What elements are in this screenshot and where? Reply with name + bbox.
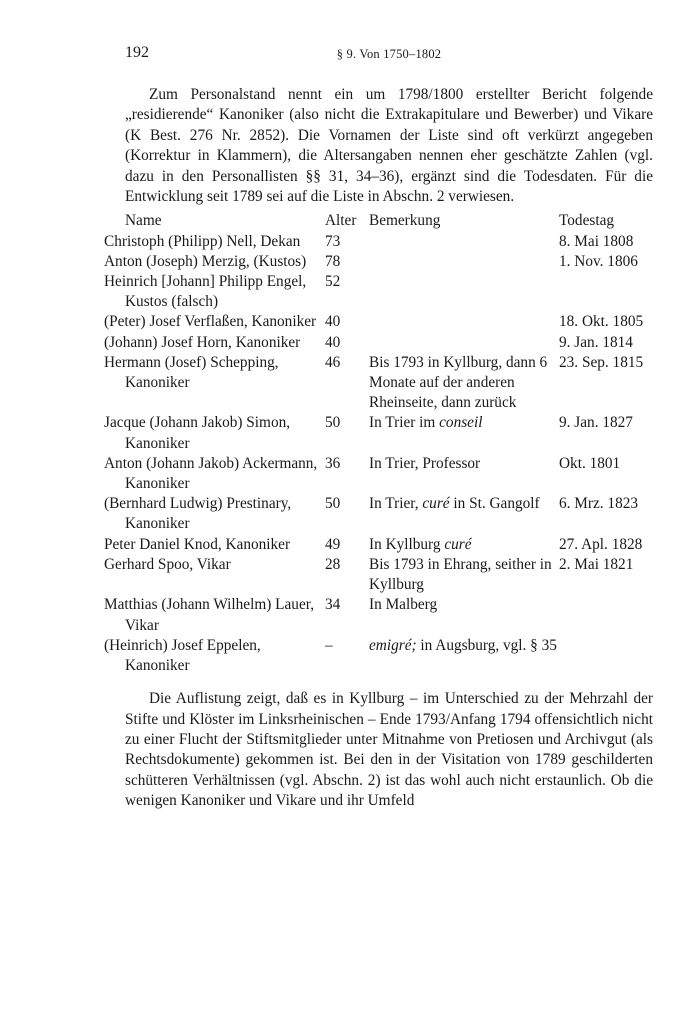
remark-text: In Kyllburg	[369, 535, 445, 553]
person-death-date: Okt. 1801	[559, 454, 621, 472]
person-age: 49	[325, 535, 341, 553]
person-age: 52	[325, 273, 341, 291]
person-death-date: 18. Okt. 1805	[559, 313, 644, 331]
person-remark: In Trier, Professor	[369, 454, 481, 472]
personnel-table	[104, 211, 653, 676]
table-row	[125, 494, 653, 534]
table-row	[125, 252, 653, 272]
person-age: 50	[325, 495, 341, 513]
person-name: (Bernhard Ludwig) Prestinary, Kanoniker	[104, 495, 292, 533]
column-header-name: Name	[125, 212, 162, 230]
remark-text: In Trier,	[369, 495, 423, 513]
person-death-date: 9. Jan. 1814	[559, 333, 633, 351]
person-death-date: 8. Mai 1808	[559, 232, 634, 250]
page-number: 192	[125, 44, 149, 61]
person-age: 28	[325, 555, 341, 573]
table-row	[125, 454, 653, 494]
person-age: 50	[325, 414, 341, 432]
person-age: 34	[325, 596, 341, 614]
person-name: Anton (Johann Jakob) Ackermann, Kanoniker	[104, 454, 318, 493]
person-name: Gerhard Spoo, Vikar	[104, 555, 231, 573]
person-death-date: 9. Jan. 1827	[559, 414, 633, 432]
person-age: 36	[325, 454, 341, 472]
table-row	[125, 312, 653, 332]
person-remark	[369, 333, 559, 353]
person-death-date: 23. Sep. 1815	[559, 353, 644, 371]
person-name: Peter Daniel Knod, Kanoniker	[104, 535, 291, 553]
person-name: Matthias (Johann Wilhelm) Lauer, Vikar	[104, 596, 315, 634]
person-remark	[369, 252, 559, 272]
table-row	[125, 555, 653, 595]
person-name: (Johann) Josef Horn, Kanoniker	[104, 333, 301, 351]
table-row	[125, 333, 653, 353]
intro-paragraph: Zum Personalstand nennt ein um 1798/1800 erstellter Bericht folgende „residierende“ Kanoniker (also nicht die Extrakapitulare und Bewerber) und Vikare (K Best. 276 Nr. 2852). Die Vornamen der Liste sind oft verkürzt angegeben (Korrektur in Klammern), die Altersangaben nennen eher geschätzte Zahlen (vgl. dazu in den Personallisten §§ 31, 34–36), ergänzt sind die Todesdaten. Für die Entwicklung seit 1789 sei auf die Liste in Abschn. 2 verwiesen.	[125, 86, 653, 206]
person-remark: In Malberg	[369, 596, 438, 614]
table-row	[125, 272, 653, 312]
table-row	[125, 232, 653, 252]
person-age: 40	[325, 333, 341, 351]
remark-text: in St. Gangolf	[449, 495, 540, 513]
person-remark	[369, 232, 559, 252]
remark-italic-term: emigré;	[369, 636, 417, 654]
person-remark	[369, 494, 559, 534]
column-header-alter: Alter	[325, 212, 357, 230]
person-age: 73	[325, 232, 341, 250]
person-death-date: 1. Nov. 1806	[559, 252, 638, 270]
person-remark	[369, 636, 653, 676]
person-name: Hermann (Josef) Schepping, Kanoniker	[104, 353, 279, 392]
person-remark	[369, 535, 559, 555]
remark-italic-term: curé	[444, 535, 472, 553]
person-death-date: 27. Apl. 1828	[559, 535, 643, 553]
person-remark: Bis 1793 in Ehrang, seither in Kyllburg	[369, 555, 552, 594]
person-death-date	[559, 595, 653, 635]
person-remark	[369, 413, 559, 453]
table-row	[125, 535, 653, 555]
person-name: Christoph (Philipp) Nell, Dekan	[104, 232, 301, 250]
person-remark	[369, 312, 559, 332]
outro-paragraph: Die Auflistung zeigt, daß es in Kyllburg – im Unterschied zu der Mehrzahl der Stifte und Klöster im Linksrheinischen – Ende 1793/Anfang 1794 offensichtlich nicht zu einer Flucht der Stiftsmitglieder unter Mitnahme von Pretiosen und Archivgut (als Rechtsdokumente) gekommen ist. Bei den in der Visitation von 1789 geschilderten schütteren Verhältnissen (vgl. Abschn. 2) ist das wohl auch nicht erstaunlich. Ob die wenigen Kanoniker und Vikare und ihr Umfeld	[125, 690, 653, 810]
person-age: 40	[325, 313, 341, 331]
person-death-date	[559, 272, 653, 312]
person-death-date: 2. Mai 1821	[559, 555, 634, 573]
table-row	[125, 636, 653, 676]
column-header-todestag: Todestag	[559, 212, 615, 230]
remark-italic-term: curé	[422, 495, 450, 513]
table-header-row	[125, 211, 653, 231]
person-age: 78	[325, 252, 341, 270]
person-name: Anton (Joseph) Merzig, (Kustos)	[104, 252, 307, 270]
remark-text: in Augsburg, vgl. § 35	[416, 636, 557, 654]
person-death-date: 6. Mrz. 1823	[559, 495, 639, 513]
table-row	[125, 353, 653, 414]
page-header	[125, 44, 653, 66]
person-remark: Bis 1793 in Kyllburg, dann 6 Monate auf der anderen Rheinseite, dann zurück	[369, 353, 548, 412]
column-header-bemerkung: Bemerkung	[369, 212, 441, 230]
remark-italic-term: conseil	[439, 414, 483, 432]
running-title: § 9. Von 1750–1802	[336, 47, 442, 61]
person-remark	[369, 272, 559, 312]
person-name: Jacque (Johann Jakob) Simon, Kanoniker	[104, 414, 291, 452]
person-name: Heinrich [Johann] Philipp Engel, Kustos (falsch)	[104, 273, 307, 311]
person-age: 46	[325, 353, 341, 371]
person-name: (Peter) Josef Verflaßen, Kanoniker	[104, 313, 317, 331]
person-age: –	[325, 636, 333, 654]
remark-text: In Trier im	[369, 414, 440, 432]
table-row	[125, 595, 653, 635]
person-name: (Heinrich) Josef Eppelen, Kanoniker	[104, 636, 261, 674]
book-page	[104, 44, 653, 812]
table-row	[125, 413, 653, 453]
